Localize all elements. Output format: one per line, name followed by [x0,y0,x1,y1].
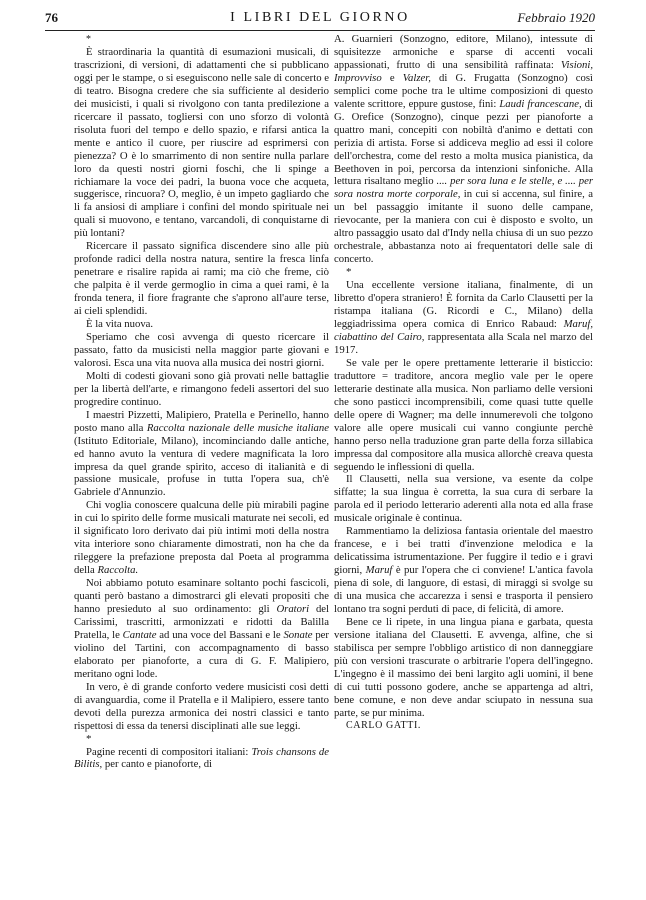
paragraph [74,746,329,772]
text-run: Pagine recenti di compositori italiani: [86,745,252,758]
italic-title: Oratori [276,602,310,615]
italic-title: Cantate [122,628,157,641]
section-separator: * [86,34,91,45]
text-run: Una eccellente versione italiana, finalmente, di un libretto d'opera straniero! È fornita da Carlo Clausetti per la ristampa italiana (G. Ricordi e C., Milano) della leggiadrissima opera comica di Enrico Rabaud: [334,279,593,331]
right-column [334,33,593,733]
text-run: in cui si accenna, sul finire, a un bel passaggio imitante il suono delle campane, rievocante, per la maniera con cui è disposto e svolto, un altro passaggio usato dal d'Indy nella chiusa di un suo pezzo orchestrale, abbastanza noto ai frequentatori delle sale di concerto. [334,188,593,266]
italic-title: Maruf, ciabattino del Cairo, [334,318,593,343]
author-signature: CARLO GATTI. [346,719,421,731]
italic-title: Sonate [283,628,313,641]
italic-title: Trois chansons de Bilitis, [74,745,329,771]
section-separator: * [86,732,92,745]
italic-title: Valzer, [402,71,431,84]
italic-title: Raccolta nazionale delle musiche italiane [146,421,329,434]
text-run: per canto e pianoforte, di [102,758,213,771]
text-run: I maestri Pizzetti, Malipiero, Pratella e Perinello, hanno posto mano alla [74,408,329,434]
paragraph [74,499,329,577]
text-run: per violino del Tartini, con accompagnamento di basso elaborato per pianoforte, a cura di G. F. Malipiero, meritano ogni lode. [74,628,329,680]
paragraph: Se vale per le opere prettamente letterarie il bisticcio: traduttore = traditore, ancora meglio vale per le opere letterarie destinate alla musica. Non parliamo delle versioni che sono pasticci incomprensibili, come quasi tutte quelle delle opere di Wagner; ma delle innumerevoli che tolgono valore alle opere musicali cui vanno congiunte perchè hanno perso nella traduzione gran parte della forza sillabica impressa dal compositore alla musica allorchè creava questa seguendo le inflessioni di quella. [334,356,593,473]
italic-quote: .... per sora luna e le stelle, e .... per sora nostra morte corporale, [334,175,593,201]
italic-title: Raccolta. [97,564,139,577]
paragraph [334,279,593,357]
paragraph: È la vita nuova. [86,318,154,331]
issue-date: Febbraio 1920 [517,10,595,25]
paragraph [334,33,593,266]
text-run: è pur l'opera che ci conviene! L'antica favola piena di sole, di languore, di estasi, di miraggi si svolge su di una musica che accarezza i sensi e trasporta il pensiero lontano tra sogni perduti di pace, di felicità, di amore. [334,564,594,615]
left-column [74,33,329,771]
paragraph [74,409,329,500]
paragraph: Ricercare il passato significa discendere sino alle più profonde radici della nostra natura, sentire la fresca linfa penetrare e risalire rapida ai rami; ma ciò che freme, ciò che palpita è il verde germoglio in cima a quei rami, è la fronda tenera, il fiore fragrante che s'aprono all'aure terse, ai cieli splendidi. [74,240,329,318]
italic-title: Visioni, Improvviso [334,58,593,84]
paragraph [74,577,329,681]
page-header [45,10,595,31]
paragraph [334,525,593,616]
section-separator: * [346,266,352,279]
text-run: A. Guarnieri (Sonzogno, editore, Milano), intessute di squisitezze armoniche e sparse di accenti vocali appassionati, frutto di una sensibilità raffinata: [334,33,593,71]
paragraph: Speriamo che così avvenga di questo ricercare il passato, fatto da musicisti nella maggior parte giovani e valorosi. Esca una vita nuova alla musica dei nostri giorni. [74,330,329,369]
page-number: 76 [45,10,58,25]
text-run: rappresentata alla Scala nel marzo del 1917. [334,330,593,356]
paragraph: È straordinaria la quantità di esumazioni musicali, di trascrizioni, di versioni, di adattamenti che si pubblicano oggi per le stampe, o si eseguiscono nelle sale di concerto e di teatro. Bisogna credere che sia sufficiente al desiderio dei musicisti, i quali si rivolgono con tanta predilezione a ricercare il passato, togliersi con uno sforzo di volontà risoluta fuori del tempo e dello spazio, e rifarsi antica la mente e antico il cuore, per riuscire ad esprimersi con pienezza? O è lo smarrimento di non sentire nulla parlare loro da questi nostri giorni foschi, che li spinge a richiamare la voce dei padri, la buona voce che acqueta, suggerisce, rincuora? O, meglio, è un impeto gagliardo che li fa ansiosi di ampliare i confini del mondo spirituale nei quali si muovono, e tentano, varcandoli, di conquistarne di più lontani? [74,46,329,240]
paragraph: Il Clausetti, nella sua versione, va esente da colpe siffatte; la sua lingua è corretta, la sua cura di serbare la parola ed il periodo letterario aderenti alla nota ed alla frase musicale originale è continua. [334,473,593,525]
text-run: e [381,71,403,84]
text-run: di G. Orefice (Sonzogno), cinque pezzi per pianoforte a quattro mani, concepiti con nobiltà d'animo e dettati con perizia di artista. Forse si addiceva meglio ad essi il colore dell'orchestra, come del resto a molta musica pianistica, da Beethoven in poi, percorsa da intenzioni sinfoniche. Alla lettura risaltano meglio [334,97,593,188]
text-run: Chi voglia conoscere qualcuna delle più mirabili pagine in cui lo spirito delle forme musicali maturate nei secoli, ed il significato loro derivato dai più intimi moti della nostra vita interiore sono chiaramente dimostrati, non ha che da rileggere la prefazione preposta dal Poeta al programma della [74,499,329,577]
text-run: ad una voce del Bassani e le [156,628,284,641]
running-title: I LIBRI DEL GIORNO [230,10,410,25]
paragraph: Bene ce li ripete, in una lingua piana e garbata, questa versione italiana del Clausetti. E avvenga, alfine, che si stabilisca per sempre l'obbligo artistico di non danneggiare più con versioni trascurate o arbitrarie l'opera dell'ingegno. L'ingegno è il massimo dei beni largito agli uomini, il bene di cui tutti possono godere, anche se appartenga ad altri, bene comune, e non deve andar sciupato in nessuna sua parte, se pur minima. [334,615,593,719]
italic-title: Maruf [365,564,393,577]
text-run: di G. Frugatta (Sonzogno) così semplici come poche tra le ultime composizioni di questo valente scrittore, eppure gustose, fini: [334,71,593,110]
text-run: Rammentiamo la deliziosa fantasia orientale del maestro francese, e i bei tratti d'invenzione melodica e la delicatissima istrumentazione. Per fuggire il tedio e i gravi giorni, [334,525,593,577]
text-run: del Carissimi, trascritti, armonizzati e ridotti da Balilla Pratella, le [74,602,329,641]
italic-title: Laudi francescane, [499,97,582,110]
text-run: Noi abbiamo potuto esaminare soltanto pochi fascicoli, quanti però bastano a dimostrarci gli elevati propositi che hanno presieduto al suo ordinamento: gli [74,577,329,615]
paragraph: Molti di codesti giovani sono già provati nelle battaglie per la libertà dell'arte, e rimangono fedeli assertori del suo progredire continuo. [74,369,329,408]
paragraph: In vero, è di grande conforto vedere musicisti così detti di avanguardia, come il Pratella e il Malipiero, essere tanto devoti della purezza armonica dei nostri classici e tanto rispettosi di essa da tenersi disciplinati alle sue leggi. [74,680,329,732]
text-run: (Istituto Editoriale, Milano), incominciando dalle antiche, ed hanno avuto la ventura di vedere magnificata la loro impresa da quel grande spirito, acceso di italianità e di passione musicale, profuse in tutta l'opera sua, ch'è Gabriele d'Annunzio. [74,434,329,499]
